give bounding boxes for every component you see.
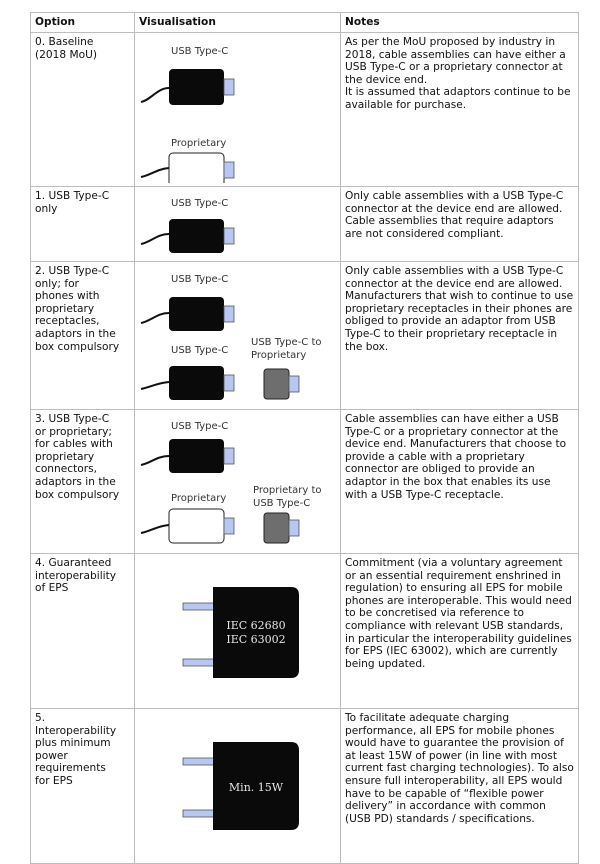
proprietary-plug-icon xyxy=(224,518,234,534)
usb-c-label: USB Type-C xyxy=(171,198,229,209)
usb-c-cable-connector-icon xyxy=(169,219,224,253)
connector-illustration xyxy=(139,190,345,258)
table-row-option-3 xyxy=(31,410,579,554)
proprietary-plug-icon xyxy=(224,162,234,178)
connector-illustration xyxy=(139,36,345,183)
adaptor-label: Proprietary xyxy=(251,350,307,361)
usb-c-label: USB Type-C xyxy=(171,345,229,356)
usb-c-label: USB Type-C xyxy=(171,421,229,432)
note-text: Only cable assemblies with a USB Type-C connector at the device end are allowed. Manufacturers that wish to continue to use proprietary receptacles in their phones are obliged to provide an adaptor from USB Type-C to their proprietary receptacle in the box. xyxy=(345,265,574,353)
cable-icon xyxy=(141,88,169,102)
notes-cell xyxy=(341,709,579,864)
visualisation-cell xyxy=(135,187,341,262)
charger-prong-icon xyxy=(183,659,215,666)
header-notes: Notes xyxy=(341,13,579,33)
visualisation-cell xyxy=(135,33,341,187)
header-row xyxy=(31,13,579,33)
table-row-option-2 xyxy=(31,262,579,410)
visualisation-cell xyxy=(135,410,341,554)
notes-cell xyxy=(341,33,579,187)
eps-illustration xyxy=(139,712,345,860)
table-row-option-5 xyxy=(31,709,579,864)
usb-c-plug-icon xyxy=(224,448,234,464)
table-row-option-1 xyxy=(31,187,579,262)
cable-icon xyxy=(141,234,169,244)
header-visualisation: Visualisation xyxy=(135,13,341,33)
cable-icon xyxy=(141,525,169,533)
note-text: Commitment (via a voluntary agreement or an essential requirement enshrined in regulation) to ensuring all EPS for mobile phones are interoperable. This would need to be concretised via reference to compliance with relevant USB standards, in particular the interoperability guidelines for EPS (IEC 63002), which are currently being updated. xyxy=(345,557,572,670)
connector-illustration xyxy=(139,265,345,406)
eps-illustration xyxy=(139,557,345,705)
table-row-option-0 xyxy=(31,33,579,187)
proprietary-cable-connector-icon xyxy=(169,509,224,543)
proprietary-cable-connector-icon xyxy=(169,153,224,183)
power-rating-label: Min. 15W xyxy=(228,781,284,794)
usb-c-plug-icon xyxy=(224,306,234,322)
options-table xyxy=(30,12,579,864)
note-text: Cable assemblies can have either a USB Type-C or a proprietary connector at the device end. Manufacturers that choose to provide a cable with a proprietary connector are obliged to provide an adaptor in the box that enables its use with a USB Type-C receptacle. xyxy=(345,413,567,501)
adaptor-plug-icon xyxy=(289,520,299,536)
cable-icon xyxy=(141,168,169,177)
note-text: Only cable assemblies with a USB Type-C connector at the device end are allowed. Cable assemblies that require adaptors are not considered compliant. xyxy=(345,190,564,240)
cable-icon xyxy=(141,313,169,323)
usb-c-cable-connector-icon xyxy=(169,366,224,400)
usb-c-label: USB Type-C xyxy=(171,46,229,57)
option-label: 5. Interoperability plus minimum power requirements for EPS xyxy=(31,709,135,864)
option-label: 4. Guaranteed interoperability of EPS xyxy=(31,554,135,709)
adaptor-label: Proprietary to xyxy=(253,485,322,496)
standard-label: IEC 62680 xyxy=(226,619,286,632)
usb-c-cable-connector-icon xyxy=(169,439,224,473)
charger-prong-icon xyxy=(183,810,215,817)
cable-icon xyxy=(141,382,169,389)
connector-illustration xyxy=(139,413,345,550)
note-text: As per the MoU proposed by industry in 2018, cable assemblies can have either a USB Type-C or a proprietary connector at the device end. xyxy=(345,36,566,86)
option-label: 3. USB Type-C or proprietary; for cables with proprietary connectors, adaptors in the box compulsory xyxy=(31,410,135,554)
adaptor-plug-icon xyxy=(289,376,299,392)
cable-icon xyxy=(141,456,169,465)
option-label: 1. USB Type-C only xyxy=(31,187,135,262)
adaptor-label: USB Type-C xyxy=(253,498,311,509)
standard-label: IEC 63002 xyxy=(226,633,286,646)
notes-cell xyxy=(341,554,579,709)
usb-c-cable-connector-icon xyxy=(169,69,224,105)
usb-c-plug-icon xyxy=(224,79,234,95)
charger-prong-icon xyxy=(183,758,215,765)
adaptor-icon xyxy=(264,513,289,543)
usb-c-plug-icon xyxy=(224,375,234,391)
note-text: It is assumed that adaptors continue to be available for purchase. xyxy=(345,86,571,111)
adaptor-label: USB Type-C to xyxy=(251,337,322,348)
header-option: Option xyxy=(31,13,135,33)
usb-c-cable-connector-icon xyxy=(169,297,224,331)
visualisation-cell xyxy=(135,554,341,709)
option-label: 2. USB Type-C only; for phones with proprietary receptacles, adaptors in the box compulsory xyxy=(31,262,135,410)
notes-cell xyxy=(341,262,579,410)
visualisation-cell xyxy=(135,709,341,864)
table-row-option-4 xyxy=(31,554,579,709)
usb-c-label: USB Type-C xyxy=(171,274,229,285)
visualisation-cell xyxy=(135,262,341,410)
usb-c-plug-icon xyxy=(224,228,234,244)
option-label: 0. Baseline (2018 MoU) xyxy=(31,33,135,187)
charger-prong-icon xyxy=(183,603,215,610)
adaptor-icon xyxy=(264,369,289,399)
proprietary-label: Proprietary xyxy=(171,493,227,504)
notes-cell xyxy=(341,187,579,262)
proprietary-label: Proprietary xyxy=(171,138,227,149)
note-text: To facilitate adequate charging performance, all EPS for mobile phones would have to guarantee the provision of at least 15W of power (in line with most current fast charging technologies). To also ensure full interoperability, all EPS would have to be capable of “flexible power delivery” in accordance with common (USB PD) standards / specifications. xyxy=(345,712,574,825)
notes-cell xyxy=(341,410,579,554)
